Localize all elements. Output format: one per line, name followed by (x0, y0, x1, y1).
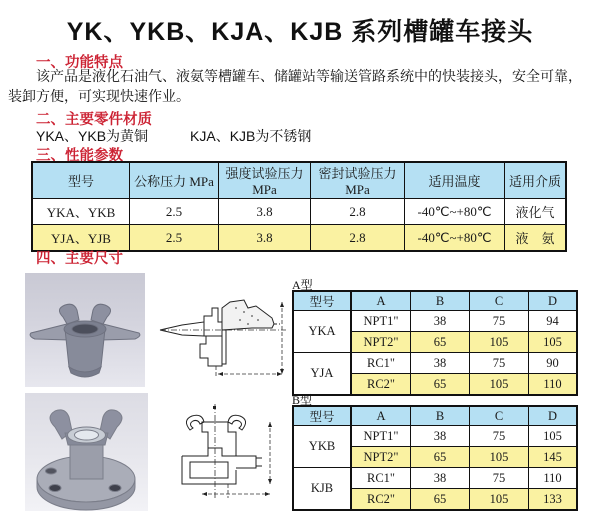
section-heading-performance: 三、性能参数 (36, 148, 123, 164)
cell-d: 94 (529, 311, 578, 332)
table-row (32, 199, 566, 225)
performance-table-header-row (32, 162, 566, 199)
cell-c: 75 (470, 468, 529, 489)
cell-thread: RC2" (351, 489, 411, 511)
type-a-cross-section-image (152, 278, 292, 382)
product-photo-b (25, 393, 148, 511)
col-header-strength-test-pressure: 强度试验压力MPa (219, 162, 311, 199)
product-photo-a (25, 273, 145, 387)
type-b-cross-section-image (162, 398, 287, 505)
performance-table (31, 161, 567, 252)
cell-d: 133 (529, 489, 578, 511)
cell-strength-pressure: 3.8 (219, 225, 311, 252)
cell-temperature: -40℃~+80℃ (405, 199, 505, 225)
table-row (293, 311, 577, 332)
dimension-table-a (292, 290, 578, 396)
cell-nominal-pressure: 2.5 (130, 199, 219, 225)
section-heading-materials: 二、主要零件材质 (36, 112, 152, 128)
cell-strength-pressure: 3.8 (219, 199, 311, 225)
cell-model: YJA (293, 353, 351, 396)
cell-medium: 液化气 (505, 199, 567, 225)
wing-nut-coupling-image (25, 273, 145, 387)
cell-d: 105 (529, 332, 578, 353)
col-header-c: C (470, 406, 529, 426)
materials-text: YKA、YKB为黄铜 KJA、KJB为不锈钢 (36, 128, 312, 144)
cell-thread: NPT1" (351, 311, 411, 332)
cell-thread: RC1" (351, 353, 411, 374)
col-header-b: B (411, 291, 470, 311)
cell-model: YKA、YKB (32, 199, 130, 225)
col-header-temperature: 适用温度 (405, 162, 505, 199)
cell-b: 65 (411, 374, 470, 396)
table-row (293, 468, 577, 489)
col-header-medium: 适用介质 (505, 162, 567, 199)
cell-b: 38 (411, 426, 470, 447)
col-header-model: 型号 (32, 162, 130, 199)
cell-nominal-pressure: 2.5 (130, 225, 219, 252)
cell-model: KJB (293, 468, 351, 511)
cell-seal-pressure: 2.8 (311, 225, 405, 252)
section-heading-features: 一、功能特点 (36, 55, 123, 71)
cell-thread: NPT1" (351, 426, 411, 447)
cell-b: 65 (411, 489, 470, 511)
col-header-model: 型号 (293, 406, 351, 426)
cell-thread: NPT2" (351, 447, 411, 468)
cell-c: 75 (470, 426, 529, 447)
table-row (293, 353, 577, 374)
col-header-a: A (351, 291, 411, 311)
section-drawing-b (162, 398, 287, 505)
cell-thread: RC2" (351, 374, 411, 396)
cell-c: 75 (470, 311, 529, 332)
cell-c: 105 (470, 489, 529, 511)
cell-seal-pressure: 2.8 (311, 199, 405, 225)
table-row (293, 426, 577, 447)
cell-d: 145 (529, 447, 578, 468)
col-header-a: A (351, 406, 411, 426)
col-header-c: C (470, 291, 529, 311)
section-drawing-a (152, 278, 292, 382)
dim-a-header-row (293, 291, 577, 311)
col-header-d: D (529, 291, 578, 311)
cell-thread: RC1" (351, 468, 411, 489)
dim-b-header-row (293, 406, 577, 426)
cell-temperature: -40℃~+80℃ (405, 225, 505, 252)
cell-b: 38 (411, 468, 470, 489)
cell-d: 90 (529, 353, 578, 374)
col-header-d: D (529, 406, 578, 426)
cell-b: 65 (411, 332, 470, 353)
cell-d: 110 (529, 468, 578, 489)
cell-b: 38 (411, 353, 470, 374)
section-heading-dimensions: 四、主要尺寸 (36, 251, 123, 267)
dim-table-b-label: B型 (292, 393, 313, 407)
cell-c: 105 (470, 332, 529, 353)
features-paragraph: 该产品是液化石油气、液氨等槽罐车、储罐站等输送管路系统中的快装接头，安全可靠，装卸方便，可实现快速作业。 (8, 68, 582, 104)
cell-b: 65 (411, 447, 470, 468)
col-header-nominal-pressure: 公称压力 MPa (130, 162, 219, 199)
cell-d: 105 (529, 426, 578, 447)
dimension-table-b (292, 405, 578, 511)
flange-coupling-image (25, 393, 148, 511)
col-header-model: 型号 (293, 291, 351, 311)
cell-model: YKA (293, 311, 351, 353)
cell-b: 38 (411, 311, 470, 332)
cell-c: 105 (470, 374, 529, 396)
cell-thread: NPT2" (351, 332, 411, 353)
dim-table-a-label: A型 (292, 278, 313, 292)
page-title: YK、YKB、KJA、KJB 系列槽罐车接头 (66, 18, 534, 46)
cell-medium: 液 氨 (505, 225, 567, 252)
col-header-b: B (411, 406, 470, 426)
cell-c: 75 (470, 353, 529, 374)
cell-model: YJA、YJB (32, 225, 130, 252)
cell-d: 110 (529, 374, 578, 396)
cell-model: YKB (293, 426, 351, 468)
cell-c: 105 (470, 447, 529, 468)
col-header-seal-test-pressure: 密封试验压力MPa (311, 162, 405, 199)
